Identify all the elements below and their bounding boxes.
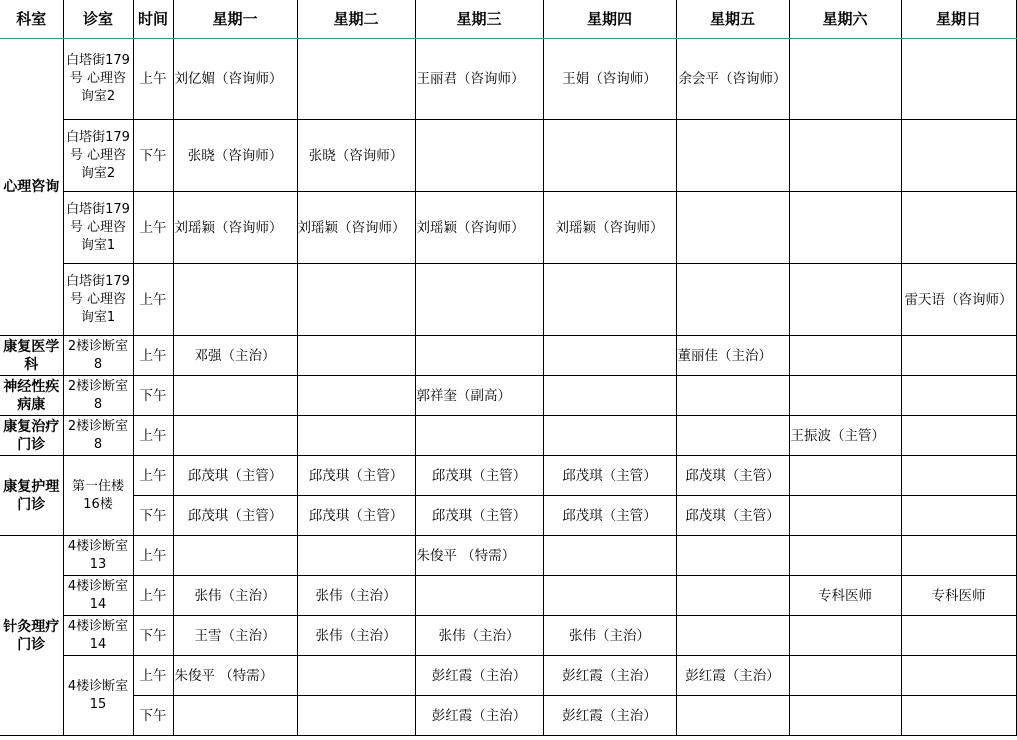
schedule-cell: 张伟（主治） <box>173 576 297 616</box>
time-cell: 上午 <box>133 656 173 696</box>
schedule-cell <box>297 536 415 576</box>
schedule-cell <box>789 336 901 376</box>
time-cell: 上午 <box>133 416 173 456</box>
table-row <box>0 376 1016 416</box>
department-cell: 康复护理门诊 <box>0 456 63 536</box>
schedule-cell: 余会平（咨询师） <box>676 39 789 120</box>
schedule-cell <box>173 696 297 736</box>
schedule-cell <box>789 264 901 336</box>
schedule-cell <box>901 192 1016 264</box>
schedule-cell <box>789 616 901 656</box>
schedule-cell <box>173 536 297 576</box>
department-cell: 针灸理疗门诊 <box>0 536 63 736</box>
header-room: 诊室 <box>63 0 133 39</box>
schedule-cell: 邱茂琪（主管） <box>676 456 789 496</box>
schedule-cell: 张伟（主治） <box>543 616 676 656</box>
schedule-cell <box>901 376 1016 416</box>
room-cell: 2楼诊断室8 <box>63 416 133 456</box>
schedule-cell <box>789 496 901 536</box>
schedule-cell <box>901 616 1016 656</box>
schedule-cell: 彭红霞（主治） <box>543 696 676 736</box>
time-cell: 上午 <box>133 192 173 264</box>
schedule-cell <box>676 264 789 336</box>
header-time: 时间 <box>133 0 173 39</box>
schedule-cell <box>789 376 901 416</box>
schedule-cell: 刘瑶颖（咨询师） <box>543 192 676 264</box>
time-cell: 上午 <box>133 264 173 336</box>
header-sunday: 星期日 <box>901 0 1016 39</box>
schedule-cell: 张晓（咨询师） <box>297 120 415 192</box>
schedule-cell: 王雪（主治） <box>173 616 297 656</box>
schedule-cell <box>415 576 543 616</box>
schedule-cell <box>789 656 901 696</box>
table-row <box>0 120 1016 192</box>
header-friday: 星期五 <box>676 0 789 39</box>
table-row <box>0 616 1016 656</box>
schedule-cell: 王丽君（咨询师） <box>415 39 543 120</box>
schedule-cell: 王振波（主管） <box>789 416 901 456</box>
table-row <box>0 536 1016 576</box>
time-cell: 下午 <box>133 616 173 656</box>
schedule-cell <box>297 336 415 376</box>
schedule-cell <box>901 496 1016 536</box>
schedule-cell: 王娟（咨询师） <box>543 39 676 120</box>
schedule-cell: 邱茂琪（主管） <box>173 496 297 536</box>
room-cell: 白塔街179号 心理咨询室2 <box>63 120 133 192</box>
schedule-cell: 董丽佳（主治） <box>676 336 789 376</box>
schedule-cell <box>676 120 789 192</box>
room-cell: 白塔街179号 心理咨询室2 <box>63 39 133 120</box>
department-cell: 神经性疾病康 <box>0 376 63 416</box>
schedule-cell: 邱茂琪（主管） <box>297 496 415 536</box>
time-cell: 下午 <box>133 376 173 416</box>
time-cell: 上午 <box>133 39 173 120</box>
schedule-cell <box>297 416 415 456</box>
room-cell: 4楼诊断室15 <box>63 656 133 736</box>
schedule-cell <box>543 376 676 416</box>
schedule-cell <box>415 120 543 192</box>
header-wednesday: 星期三 <box>415 0 543 39</box>
schedule-cell: 邱茂琪（主管） <box>415 496 543 536</box>
header-department: 科室 <box>0 0 63 39</box>
time-cell: 下午 <box>133 696 173 736</box>
schedule-cell: 刘瑶颖（咨询师） <box>297 192 415 264</box>
schedule-cell: 彭红霞（主治） <box>415 696 543 736</box>
schedule-cell <box>789 39 901 120</box>
schedule-cell <box>901 120 1016 192</box>
schedule-cell <box>901 656 1016 696</box>
time-cell: 上午 <box>133 456 173 496</box>
schedule-cell <box>415 264 543 336</box>
department-cell: 康复医学科 <box>0 336 63 376</box>
schedule-cell: 朱俊平 （特需） <box>173 656 297 696</box>
schedule-cell <box>901 696 1016 736</box>
schedule-cell: 彭红霞（主治） <box>415 656 543 696</box>
time-cell: 上午 <box>133 536 173 576</box>
schedule-cell: 彭红霞（主治） <box>676 656 789 696</box>
schedule-cell <box>901 336 1016 376</box>
schedule-cell <box>789 120 901 192</box>
time-cell: 下午 <box>133 496 173 536</box>
table-row <box>0 416 1016 456</box>
schedule-cell <box>676 416 789 456</box>
table-row <box>0 336 1016 376</box>
header-row <box>0 0 1016 39</box>
time-cell: 上午 <box>133 336 173 376</box>
room-cell: 4楼诊断室14 <box>63 576 133 616</box>
schedule-cell: 邱茂琪（主管） <box>543 456 676 496</box>
schedule-cell <box>297 656 415 696</box>
schedule-cell <box>543 336 676 376</box>
schedule-cell: 邱茂琪（主管） <box>415 456 543 496</box>
schedule-cell: 邓强（主治） <box>173 336 297 376</box>
schedule-cell <box>297 376 415 416</box>
schedule-cell: 刘亿媚（咨询师） <box>173 39 297 120</box>
schedule-cell <box>676 576 789 616</box>
schedule-cell <box>415 416 543 456</box>
table-row <box>0 192 1016 264</box>
schedule-cell: 张伟（主治） <box>297 576 415 616</box>
schedule-cell <box>173 264 297 336</box>
schedule-cell: 邱茂琪（主管） <box>173 456 297 496</box>
schedule-cell <box>789 536 901 576</box>
schedule-cell: 彭红霞（主治） <box>543 656 676 696</box>
room-cell: 白塔街179号 心理咨询室1 <box>63 192 133 264</box>
schedule-cell: 邱茂琪（主管） <box>297 456 415 496</box>
table-row <box>0 696 1016 736</box>
header-thursday: 星期四 <box>543 0 676 39</box>
schedule-cell <box>901 416 1016 456</box>
room-cell: 4楼诊断室14 <box>63 616 133 656</box>
schedule-cell: 专科医师 <box>901 576 1016 616</box>
room-cell: 第一住楼16楼 <box>63 456 133 536</box>
schedule-cell <box>901 39 1016 120</box>
schedule-cell: 张晓（咨询师） <box>173 120 297 192</box>
table-row <box>0 456 1016 496</box>
schedule-cell: 刘瑶颖（咨询师） <box>415 192 543 264</box>
schedule-cell <box>173 416 297 456</box>
department-cell: 康复治疗门诊 <box>0 416 63 456</box>
header-saturday: 星期六 <box>789 0 901 39</box>
schedule-cell <box>901 536 1016 576</box>
schedule-cell <box>543 576 676 616</box>
schedule-cell: 邱茂琪（主管） <box>543 496 676 536</box>
schedule-cell: 张伟（主治） <box>297 616 415 656</box>
schedule-cell <box>676 192 789 264</box>
schedule-cell: 邱茂琪（主管） <box>676 496 789 536</box>
schedule-cell <box>676 376 789 416</box>
schedule-cell: 朱俊平 （特需） <box>415 536 543 576</box>
header-tuesday: 星期二 <box>297 0 415 39</box>
schedule-cell: 郭祥奎（副高） <box>415 376 543 416</box>
schedule-cell <box>676 696 789 736</box>
room-cell: 2楼诊断室8 <box>63 376 133 416</box>
schedule-cell <box>676 616 789 656</box>
schedule-cell: 刘瑶颖（咨询师） <box>173 192 297 264</box>
room-cell: 2楼诊断室8 <box>63 336 133 376</box>
schedule-cell <box>543 536 676 576</box>
schedule-cell: 张伟（主治） <box>415 616 543 656</box>
table-row <box>0 656 1016 696</box>
time-cell: 下午 <box>133 120 173 192</box>
header-monday: 星期一 <box>173 0 297 39</box>
table-row <box>0 496 1016 536</box>
schedule-cell <box>297 696 415 736</box>
schedule-cell <box>543 264 676 336</box>
schedule-cell: 雷天语（咨询师） <box>901 264 1016 336</box>
table-row <box>0 264 1016 336</box>
schedule-cell <box>543 416 676 456</box>
schedule-cell <box>543 120 676 192</box>
schedule-cell <box>415 336 543 376</box>
schedule-cell: 专科医师 <box>789 576 901 616</box>
time-cell: 上午 <box>133 576 173 616</box>
schedule-cell <box>173 376 297 416</box>
schedule-cell <box>789 192 901 264</box>
schedule-cell <box>297 39 415 120</box>
schedule-cell <box>789 456 901 496</box>
schedule-cell <box>789 696 901 736</box>
table-row <box>0 576 1016 616</box>
schedule-cell <box>676 536 789 576</box>
room-cell: 4楼诊断室13 <box>63 536 133 576</box>
department-cell: 心理咨询 <box>0 39 63 336</box>
table-row <box>0 39 1016 120</box>
room-cell: 白塔街179号 心理咨询室1 <box>63 264 133 336</box>
schedule-cell <box>297 264 415 336</box>
schedule-cell <box>901 456 1016 496</box>
